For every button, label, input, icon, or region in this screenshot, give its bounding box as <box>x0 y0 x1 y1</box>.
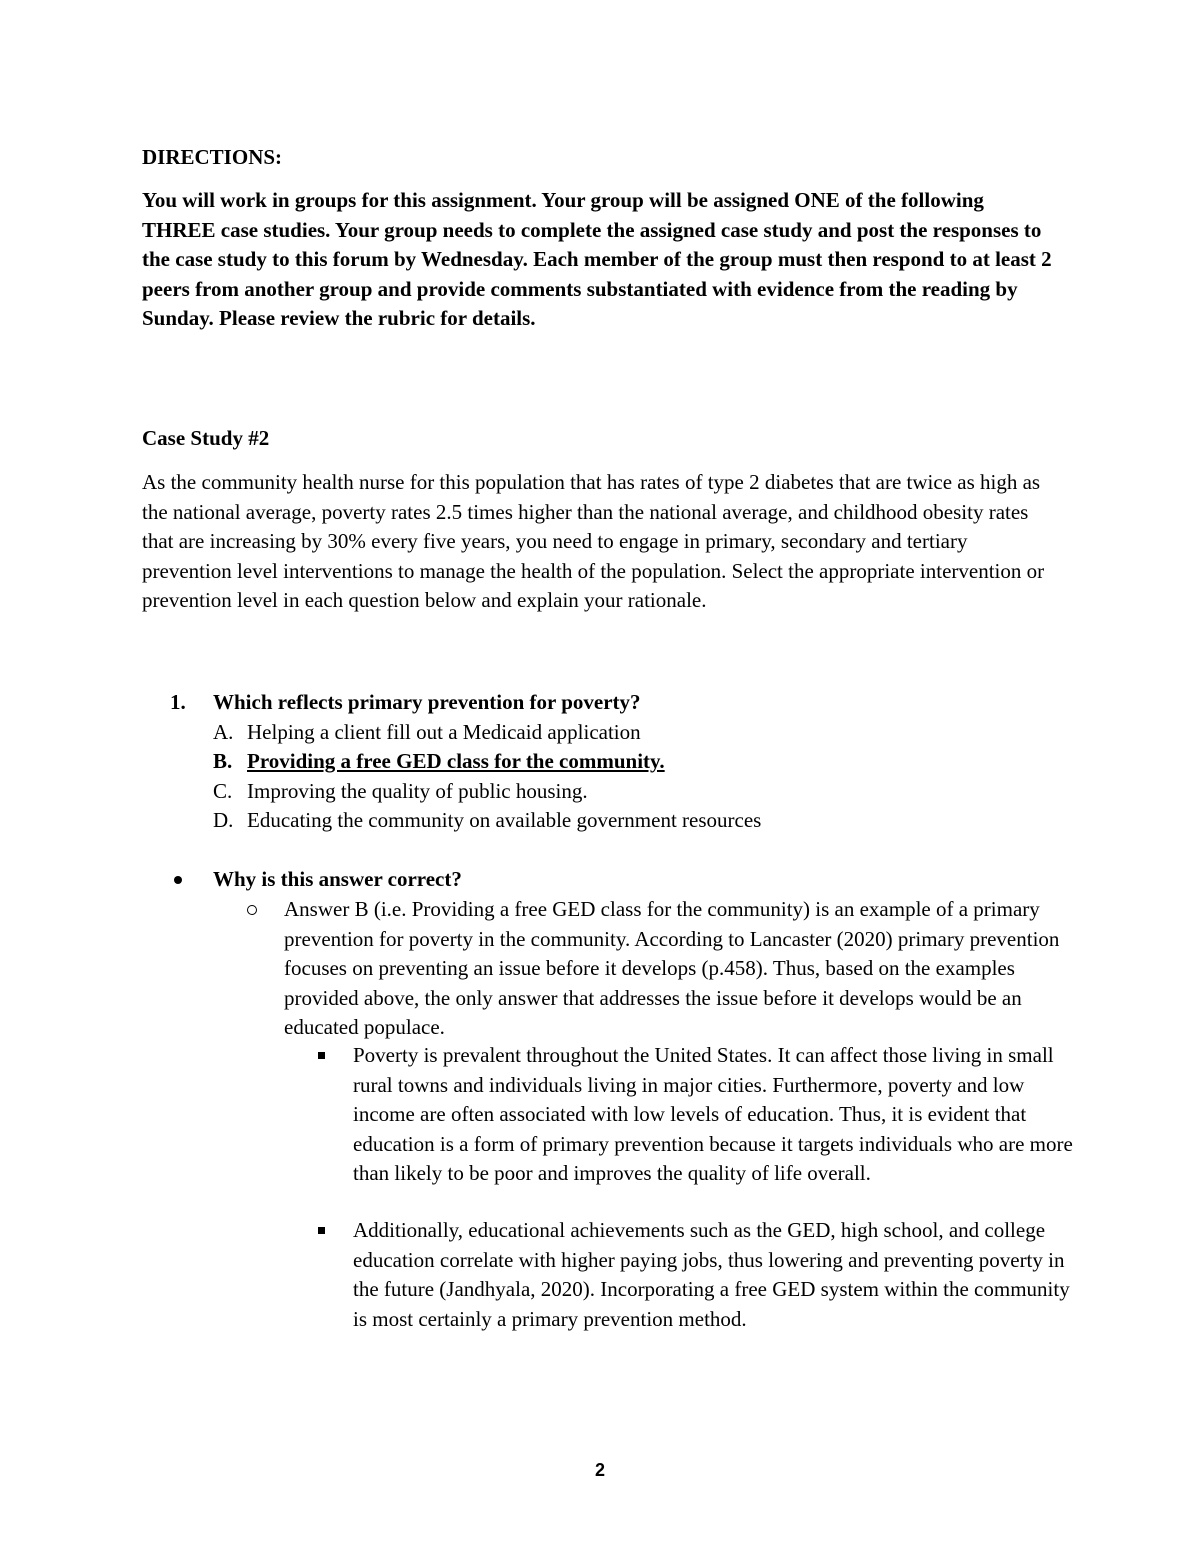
option-c <box>213 777 1073 807</box>
page-number: 2 <box>594 1460 605 1480</box>
answer-options <box>213 718 1073 836</box>
option-letter: D. <box>213 808 234 832</box>
option-b-correct <box>213 747 1073 777</box>
option-a <box>213 718 1073 748</box>
rationale-point-text: Poverty is prevalent throughout the United States. It can affect those living in small rural towns and individuals living in major cities. Furthermore, poverty and low income are often associated with low levels of education. Thus, it is evident that education is a form of primary prevention because it targets individuals who are more than likely to be poor and improves the quality of life overall. <box>353 1043 1073 1185</box>
case-study-heading: Case Study #2 <box>142 426 270 450</box>
rationale-answer-text: Answer B (i.e. Providing a free GED class for the community) is an example of a primary prevention for poverty in the community. According to Lancaster (2020) primary prevention focuses on preventing an issue before it develops (p.458). Thus, based on the examples provided above, the only answer that addresses the issue before it develops would be an educated populace. <box>284 897 1060 1039</box>
rationale-label: Why is this answer correct? <box>213 867 462 891</box>
directions-body: You will work in groups for this assignment. Your group will be assigned ONE of the following THREE case studies. Your group needs to complete the assigned case study and post the responses to the case study to this forum by Wednesday. Each member of the group must then respond to at least 2 peers from another group and provide comments substantiated with evidence from the reading by Sunday. Please review the rubric for details. <box>142 188 1052 330</box>
option-letter: B. <box>213 749 233 773</box>
rationale-point-text: Additionally, educational achievements such as the GED, high school, and college education correlate with higher paying jobs, thus lowering and preventing poverty in the future (Jandhyala, 2020). Incorporating a free GED system within the community is most certainly a primary prevention method. <box>353 1218 1070 1331</box>
case-study-body: As the community health nurse for this population that has rates of type 2 diabetes that are twice as high as the national average, poverty rates 2.5 times higher than the national average, and childhood obesity rates that are increasing by 30% every five years, you need to engage in primary, secondary and tertiary prevention level interventions to manage the health of the population. Select the appropriate intervention or prevention level in each question below and explain your rationale. <box>142 470 1045 612</box>
question-number: 1. <box>170 690 186 714</box>
option-text: Providing a free GED class for the community. <box>247 749 665 773</box>
option-text: Helping a client fill out a Medicaid application <box>247 719 641 744</box>
disc-bullet-icon <box>174 876 182 884</box>
option-letter: A. <box>213 719 234 744</box>
option-d <box>213 806 1073 836</box>
directions-heading: DIRECTIONS: <box>142 145 283 169</box>
option-text: Educating the community on available government resources <box>247 808 762 832</box>
circle-bullet-icon <box>247 905 257 915</box>
option-text: Improving the quality of public housing. <box>247 778 588 803</box>
square-bullet-icon <box>318 1227 325 1234</box>
square-bullet-icon <box>318 1052 325 1059</box>
option-letter: C. <box>213 778 233 803</box>
question-text: Which reflects primary prevention for poverty? <box>213 690 641 714</box>
